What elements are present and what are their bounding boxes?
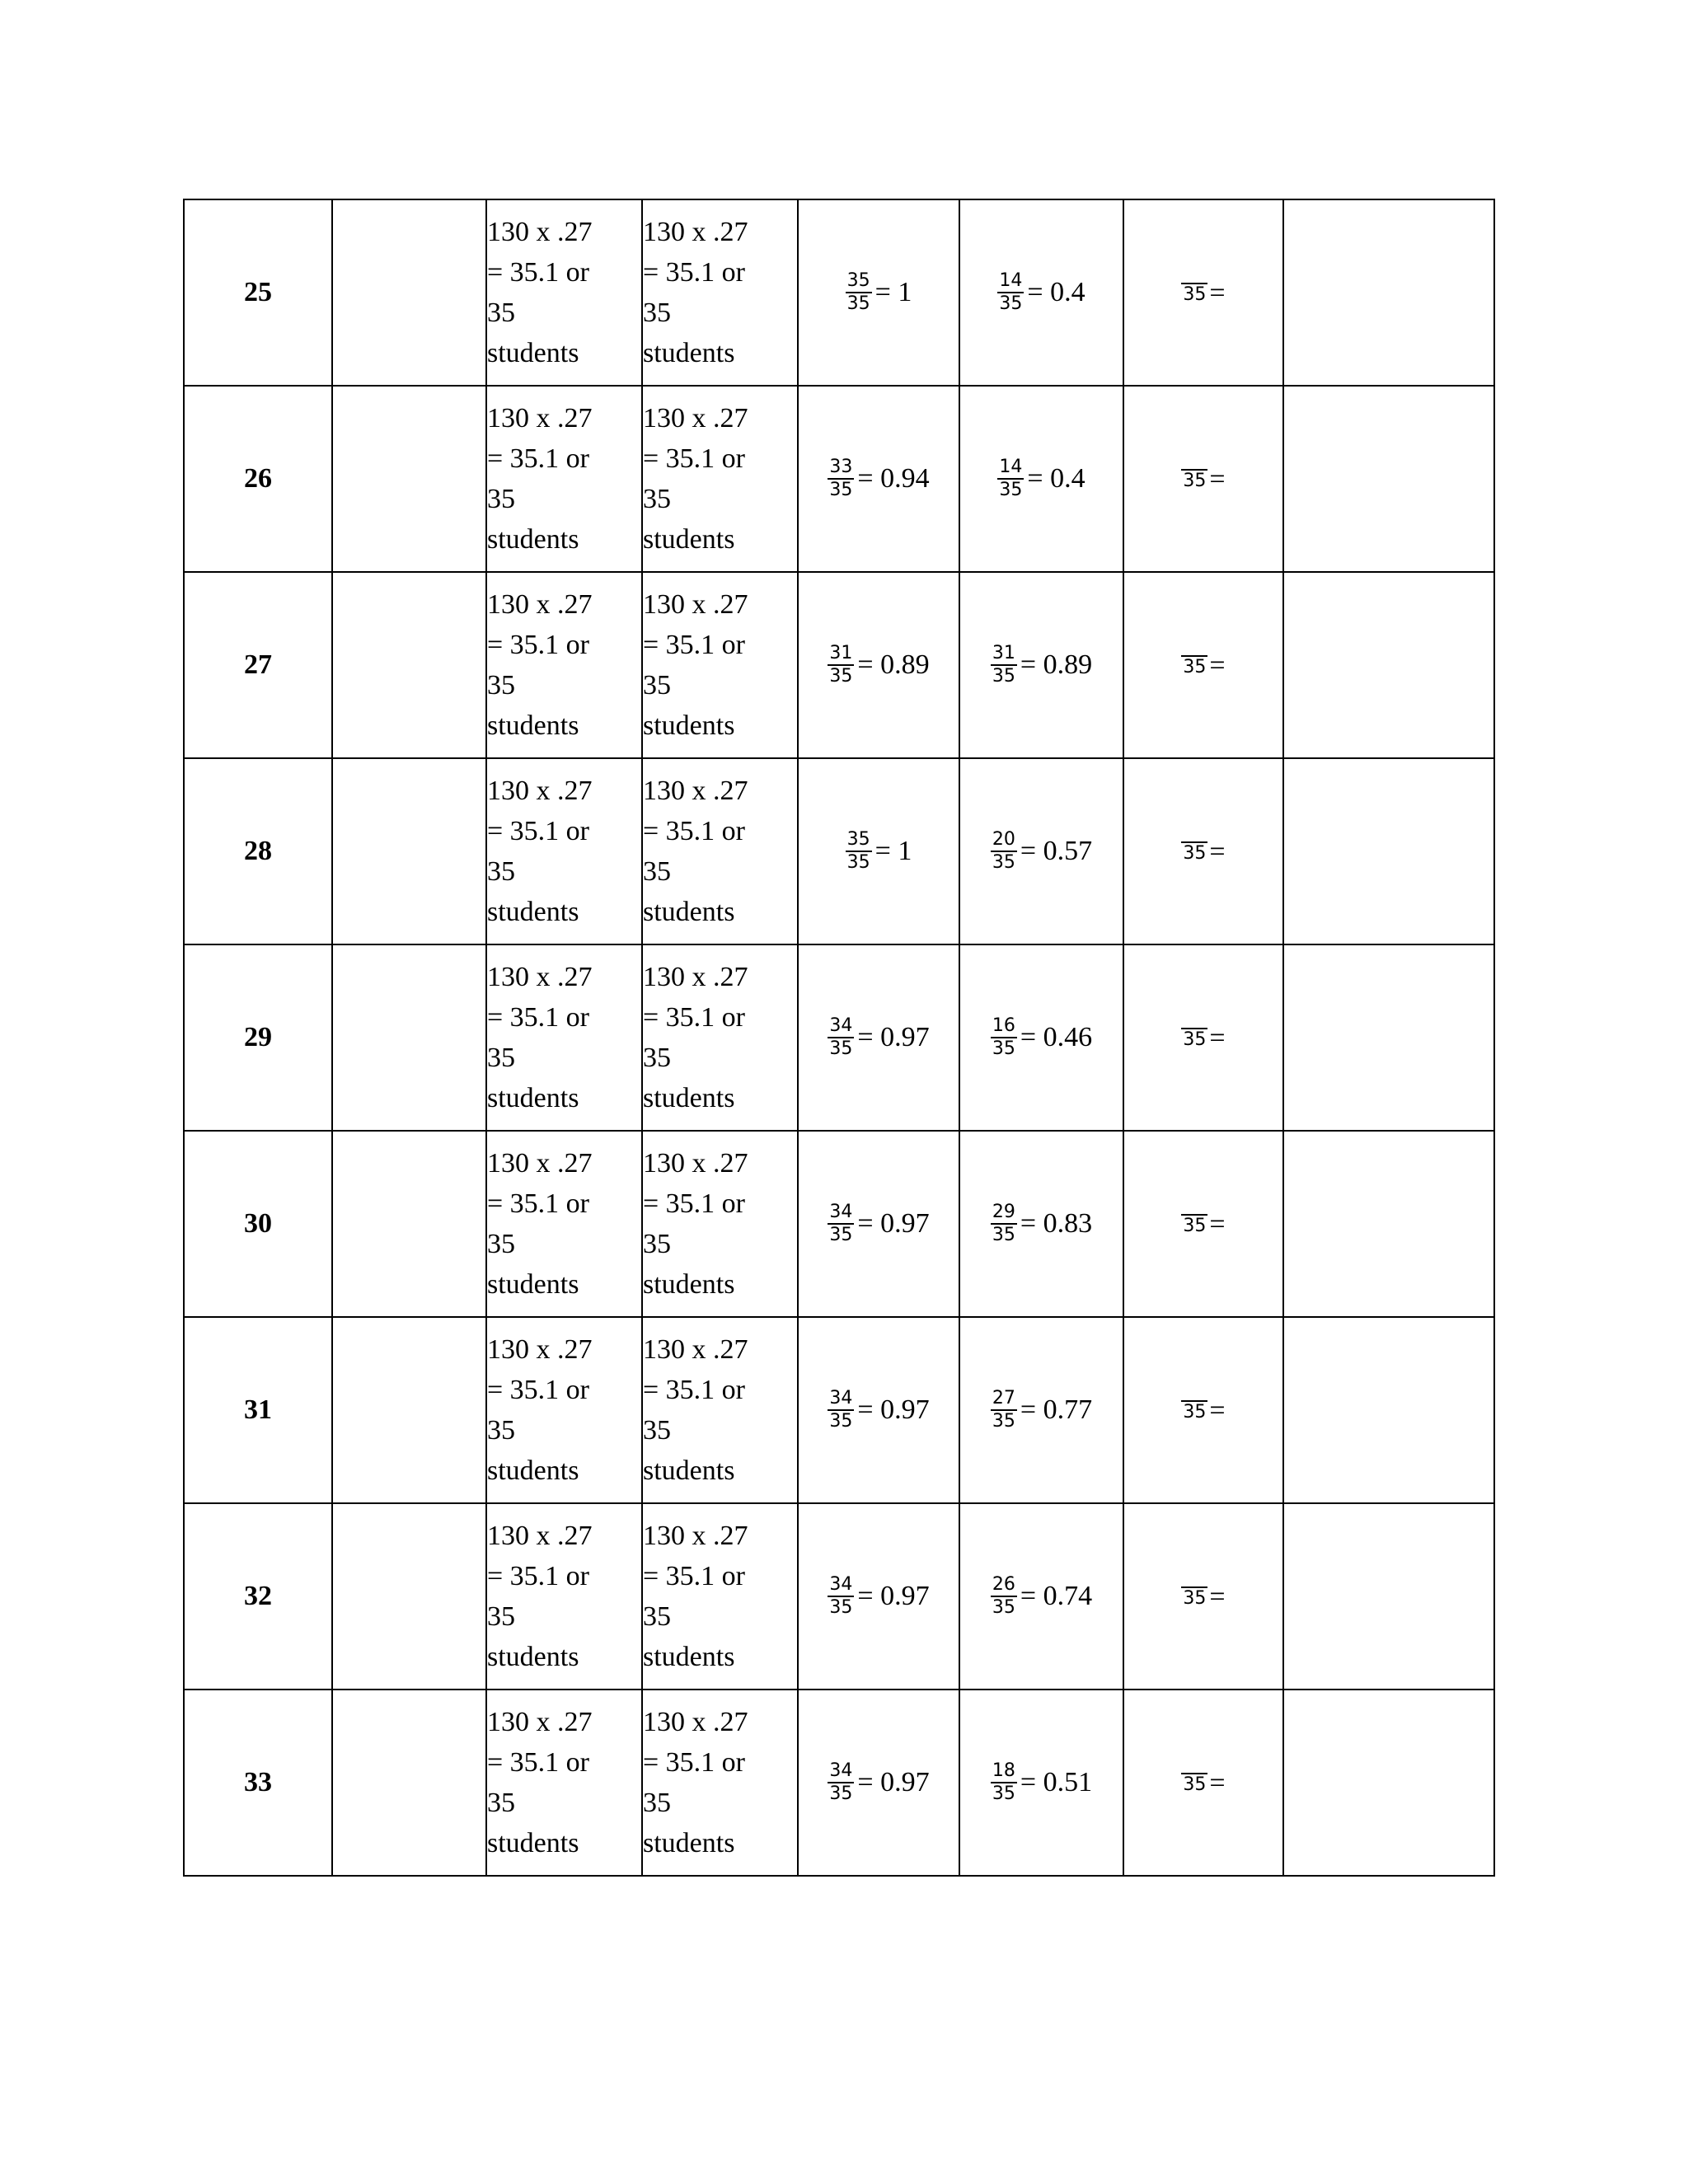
fraction-cell: [1123, 758, 1283, 944]
fraction-denominator: 35: [829, 1783, 853, 1804]
empty-cell: [332, 572, 486, 758]
table-row: [184, 572, 1494, 758]
fraction-denominator: 35: [829, 1038, 853, 1059]
empty-cell: [332, 1131, 486, 1317]
calculation-cell: [486, 944, 642, 1131]
fraction-denominator: 35: [1183, 471, 1207, 492]
empty-cell: [332, 1503, 486, 1690]
fraction-cell: [798, 1690, 959, 1876]
fraction-denominator: 35: [999, 293, 1023, 314]
empty-cell: [1283, 199, 1494, 386]
empty-cell: [332, 199, 486, 386]
calculation-line: students: [487, 1642, 579, 1672]
fraction-result: = 0.97: [857, 1208, 930, 1239]
item-number: 25: [184, 199, 332, 386]
fraction-numerator: 31: [828, 644, 854, 666]
fraction: [828, 1202, 854, 1245]
calculation-cell: [486, 1131, 642, 1317]
calculation-line: students: [643, 1269, 735, 1300]
fraction: [846, 271, 872, 314]
fraction-numerator: 34: [828, 1016, 854, 1038]
calculation-line: 35: [487, 298, 515, 328]
calculation-line: 130 x .27: [643, 1148, 748, 1179]
fraction-cell: [959, 758, 1123, 944]
calculation-line: = 35.1 or: [643, 1188, 745, 1219]
fraction-denominator: 35: [992, 1038, 1015, 1059]
calculation-line: 35: [643, 1788, 671, 1818]
empty-cell: [332, 386, 486, 572]
fraction-cell: [1123, 199, 1283, 386]
calculation-line: 130 x .27: [643, 217, 748, 247]
fraction-denominator: 35: [1183, 1774, 1207, 1796]
calculation-line: 35: [643, 1601, 671, 1632]
fraction-numerator: 29: [991, 1202, 1017, 1225]
fraction-result: = 0.97: [857, 1394, 930, 1425]
calculation-line: = 35.1 or: [643, 630, 745, 660]
calculation-line: = 35.1 or: [487, 443, 589, 474]
fraction-numerator: 33: [828, 457, 854, 480]
fraction-result: = 0.83: [1020, 1208, 1093, 1239]
fraction: [997, 271, 1024, 314]
calculation-line: 130 x .27: [487, 1334, 593, 1365]
calculation-line: = 35.1 or: [487, 1747, 589, 1778]
fraction-denominator: 35: [992, 1783, 1015, 1804]
calculation-line: 130 x .27: [643, 1707, 748, 1737]
fraction-cell: [959, 1317, 1123, 1503]
fraction-cell: [1123, 1317, 1283, 1503]
calculation-cell: [642, 386, 798, 572]
calculation-line: students: [487, 710, 579, 741]
fraction-denominator: 35: [992, 852, 1015, 873]
table-row: [184, 1503, 1494, 1690]
calculation-line: 35: [487, 856, 515, 887]
calculation-line: 35: [643, 484, 671, 514]
fraction-cell: [959, 386, 1123, 572]
table-row: [184, 1131, 1494, 1317]
calculation-line: 130 x .27: [487, 217, 593, 247]
calculation-line: students: [487, 1083, 579, 1113]
calculation-line: students: [487, 1269, 579, 1300]
calculation-cell: [642, 758, 798, 944]
calculation-line: 35: [643, 670, 671, 701]
calculation-line: = 35.1 or: [643, 1747, 745, 1778]
calculation-line: 35: [487, 1229, 515, 1259]
calculation-line: 130 x .27: [487, 1707, 593, 1737]
table-body: [184, 199, 1494, 1876]
fraction-numerator: 34: [828, 1389, 854, 1411]
fraction-result: =: [1209, 1395, 1226, 1427]
calculation-line: = 35.1 or: [487, 816, 589, 846]
fraction-cell: [798, 572, 959, 758]
item-number: 29: [184, 944, 332, 1131]
fraction-denominator: 35: [1183, 1402, 1207, 1423]
calculation-cell: [642, 1317, 798, 1503]
calculation-line: students: [643, 1083, 735, 1113]
fraction: [1181, 282, 1207, 305]
empty-cell: [1283, 1317, 1494, 1503]
fraction-denominator: 35: [1183, 284, 1207, 306]
fraction-numerator: 18: [991, 1761, 1017, 1783]
calculation-line: students: [487, 1828, 579, 1858]
fraction-result: =: [1209, 1209, 1226, 1240]
calculation-cell: [486, 199, 642, 386]
calculation-line: 130 x .27: [643, 589, 748, 620]
fraction-cell: [798, 1503, 959, 1690]
empty-cell: [1283, 386, 1494, 572]
calculation-cell: [642, 1131, 798, 1317]
fraction-result: = 0.57: [1020, 836, 1093, 866]
fraction-result: = 0.46: [1020, 1022, 1093, 1052]
fraction-cell: [798, 1131, 959, 1317]
calculation-line: = 35.1 or: [487, 1188, 589, 1219]
fraction-numerator: 34: [828, 1761, 854, 1783]
fraction-result: = 0.4: [1027, 277, 1085, 307]
calculation-line: students: [487, 524, 579, 555]
fraction-denominator: 35: [1183, 1588, 1207, 1610]
item-number: 33: [184, 1690, 332, 1876]
fraction-denominator: 35: [1183, 657, 1207, 678]
calculation-cell: [642, 944, 798, 1131]
fraction-numerator: 34: [828, 1202, 854, 1225]
calculation-line: = 35.1 or: [487, 1375, 589, 1405]
fraction-numerator: 35: [846, 271, 872, 293]
calculation-line: = 35.1 or: [643, 1002, 745, 1033]
table-row: [184, 944, 1494, 1131]
fraction-cell: [798, 944, 959, 1131]
fraction-denominator: 35: [829, 1411, 853, 1432]
calculation-line: students: [643, 1642, 735, 1672]
calculation-line: 130 x .27: [487, 962, 593, 992]
fraction-cell: [959, 199, 1123, 386]
empty-cell: [332, 1690, 486, 1876]
fraction-numerator: 31: [991, 644, 1017, 666]
fraction-cell: [1123, 1131, 1283, 1317]
fraction: [828, 457, 854, 500]
fraction-numerator: 26: [991, 1575, 1017, 1597]
fraction-cell: [959, 572, 1123, 758]
fraction: [991, 644, 1017, 687]
fraction-denominator: 35: [999, 480, 1023, 500]
fraction-denominator: 35: [1183, 1216, 1207, 1237]
fraction-denominator: 35: [829, 1225, 853, 1245]
fraction-denominator: 35: [992, 666, 1015, 687]
calculation-line: 35: [487, 484, 515, 514]
fraction-denominator: 35: [846, 293, 870, 314]
calculation-line: = 35.1 or: [643, 443, 745, 474]
table-row: [184, 758, 1494, 944]
calculation-line: 35: [487, 1601, 515, 1632]
calculation-line: students: [643, 524, 735, 555]
calculation-cell: [486, 1503, 642, 1690]
fraction-denominator: 35: [846, 852, 870, 873]
fraction-numerator: 16: [991, 1016, 1017, 1038]
fraction-cell: [1123, 1690, 1283, 1876]
empty-cell: [332, 758, 486, 944]
calculation-line: 130 x .27: [643, 403, 748, 434]
calculation-line: students: [643, 710, 735, 741]
fraction-result: = 0.51: [1020, 1767, 1093, 1797]
fraction-result: =: [1209, 1768, 1226, 1799]
calculation-line: 130 x .27: [487, 776, 593, 806]
calculation-cell: [642, 199, 798, 386]
fraction-denominator: 35: [829, 480, 853, 500]
fraction-result: =: [1209, 1582, 1226, 1613]
fraction-cell: [798, 1317, 959, 1503]
calculation-line: students: [643, 1455, 735, 1486]
fraction: [997, 457, 1024, 500]
fraction: [991, 1016, 1017, 1059]
fraction-denominator: 35: [1183, 1029, 1207, 1051]
empty-cell: [1283, 1690, 1494, 1876]
fraction-cell: [1123, 1503, 1283, 1690]
fraction-cell: [798, 199, 959, 386]
calculation-line: 35: [643, 298, 671, 328]
calculation-line: = 35.1 or: [487, 630, 589, 660]
empty-cell: [332, 1317, 486, 1503]
fraction: [1181, 1027, 1207, 1050]
calculation-line: 35: [487, 1043, 515, 1073]
fraction: [1181, 1399, 1207, 1422]
fraction-cell: [798, 386, 959, 572]
fraction-result: =: [1209, 837, 1226, 868]
fraction: [1181, 1586, 1207, 1609]
calculation-line: = 35.1 or: [643, 1375, 745, 1405]
fraction: [991, 830, 1017, 873]
fraction-numerator: 14: [997, 271, 1024, 293]
fraction-result: = 0.97: [857, 1767, 930, 1797]
calculation-line: 130 x .27: [487, 403, 593, 434]
calculation-line: 35: [643, 1415, 671, 1446]
fraction-cell: [959, 944, 1123, 1131]
fraction-result: = 0.4: [1027, 463, 1085, 494]
calculation-cell: [642, 572, 798, 758]
calculation-line: = 35.1 or: [643, 257, 745, 288]
item-number: 32: [184, 1503, 332, 1690]
fraction: [828, 644, 854, 687]
fraction-result: = 0.94: [857, 463, 930, 494]
fraction-result: = 0.74: [1020, 1581, 1093, 1611]
calculation-line: 35: [643, 1229, 671, 1259]
fraction-numerator: 20: [991, 830, 1017, 852]
fraction-numerator: 35: [846, 830, 872, 852]
calculation-line: students: [643, 1828, 735, 1858]
fraction-result: = 1: [874, 836, 912, 866]
fraction: [1181, 1213, 1207, 1236]
calculation-line: 130 x .27: [487, 1521, 593, 1551]
fraction-cell: [1123, 386, 1283, 572]
calculation-line: 35: [643, 1043, 671, 1073]
item-number: 30: [184, 1131, 332, 1317]
fraction-numerator: 27: [991, 1389, 1017, 1411]
fraction-result: = 0.97: [857, 1581, 930, 1611]
fraction: [991, 1389, 1017, 1432]
fraction: [1181, 841, 1207, 864]
fraction: [991, 1761, 1017, 1804]
calculation-line: = 35.1 or: [487, 257, 589, 288]
calculation-line: = 35.1 or: [643, 1561, 745, 1591]
calculation-line: 130 x .27: [487, 1148, 593, 1179]
fraction: [846, 830, 872, 873]
calculation-cell: [486, 758, 642, 944]
fraction-numerator: 34: [828, 1575, 854, 1597]
empty-cell: [1283, 944, 1494, 1131]
fraction-denominator: 35: [992, 1411, 1015, 1432]
calculation-line: 35: [487, 1788, 515, 1818]
calculation-line: students: [643, 338, 735, 368]
calculation-cell: [486, 1690, 642, 1876]
calculation-line: 35: [487, 670, 515, 701]
table-row: [184, 386, 1494, 572]
calculation-line: 130 x .27: [643, 962, 748, 992]
table-row: [184, 1317, 1494, 1503]
calculation-cell: [642, 1503, 798, 1690]
fraction: [991, 1202, 1017, 1245]
item-number: 26: [184, 386, 332, 572]
fraction-result: = 1: [874, 277, 912, 307]
fraction-numerator: 14: [997, 457, 1024, 480]
fraction: [828, 1761, 854, 1804]
calculation-line: 130 x .27: [643, 776, 748, 806]
table-row: [184, 1690, 1494, 1876]
fraction-denominator: 35: [829, 1597, 853, 1618]
fraction-cell: [1123, 572, 1283, 758]
calculation-line: students: [487, 338, 579, 368]
calculation-line: 130 x .27: [643, 1521, 748, 1551]
fraction-result: = 0.77: [1020, 1394, 1093, 1425]
fraction-result: =: [1209, 650, 1226, 682]
fraction-cell: [959, 1690, 1123, 1876]
fraction-result: = 0.97: [857, 1022, 930, 1052]
empty-cell: [1283, 572, 1494, 758]
fraction: [828, 1575, 854, 1618]
calculation-line: 35: [487, 1415, 515, 1446]
calculation-line: 130 x .27: [643, 1334, 748, 1365]
calculation-line: 130 x .27: [487, 589, 593, 620]
table-row: [184, 199, 1494, 386]
fraction: [828, 1016, 854, 1059]
empty-cell: [1283, 1503, 1494, 1690]
fraction-result: =: [1209, 1023, 1226, 1054]
calculation-line: = 35.1 or: [487, 1002, 589, 1033]
calculation-line: students: [487, 897, 579, 927]
fraction-denominator: 35: [829, 666, 853, 687]
fraction-denominator: 35: [992, 1225, 1015, 1245]
fraction: [1181, 654, 1207, 677]
fraction-denominator: 35: [992, 1597, 1015, 1618]
calculation-line: students: [643, 897, 735, 927]
calculation-cell: [486, 386, 642, 572]
empty-cell: [1283, 1131, 1494, 1317]
fraction: [1181, 468, 1207, 491]
fraction-denominator: 35: [1183, 843, 1207, 865]
fraction: [1181, 1772, 1207, 1795]
item-number: 31: [184, 1317, 332, 1503]
calculation-line: 35: [643, 856, 671, 887]
fraction: [991, 1575, 1017, 1618]
fraction-cell: [959, 1503, 1123, 1690]
fraction-cell: [959, 1131, 1123, 1317]
calculation-line: = 35.1 or: [487, 1561, 589, 1591]
calculation-cell: [642, 1690, 798, 1876]
fraction-cell: [798, 758, 959, 944]
item-number: 28: [184, 758, 332, 944]
calculation-line: students: [487, 1455, 579, 1486]
calculation-line: = 35.1 or: [643, 816, 745, 846]
item-number: 27: [184, 572, 332, 758]
fraction-result: =: [1209, 278, 1226, 309]
fraction-result: = 0.89: [857, 649, 930, 680]
empty-cell: [332, 944, 486, 1131]
calculation-cell: [486, 572, 642, 758]
item-analysis-table: [183, 199, 1495, 1877]
fraction-result: = 0.89: [1020, 649, 1093, 680]
calculation-cell: [486, 1317, 642, 1503]
fraction-cell: [1123, 944, 1283, 1131]
empty-cell: [1283, 758, 1494, 944]
fraction: [828, 1389, 854, 1432]
fraction-result: =: [1209, 464, 1226, 495]
